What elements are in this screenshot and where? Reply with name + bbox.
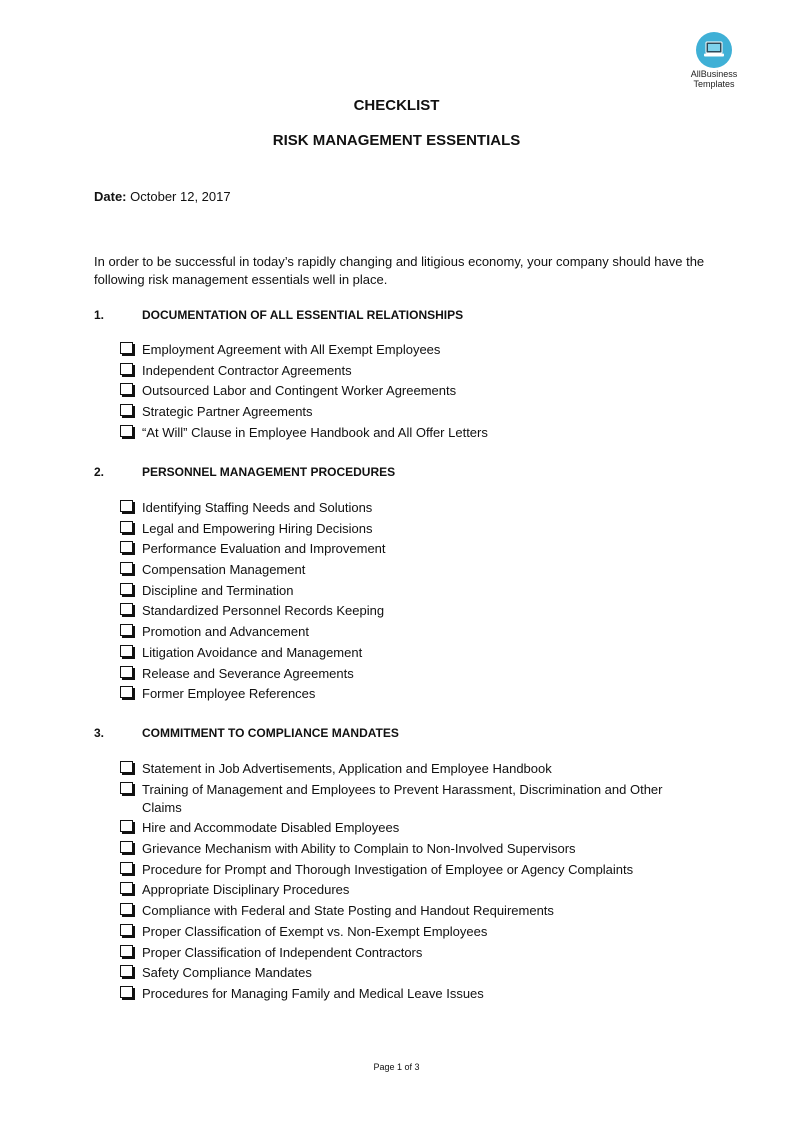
intro-paragraph: In order to be successful in today’s rapidly changing and litigious economy, your company should have the following risk management essentials well in place.	[94, 254, 705, 287]
checkbox-icon[interactable]	[120, 645, 133, 657]
section-heading	[94, 308, 463, 322]
checkbox-icon[interactable]	[120, 500, 133, 512]
checklist-item-label: Compliance with Federal and State Posting and Handout Requirements	[142, 903, 554, 919]
checklist-item[interactable]	[119, 944, 699, 962]
checkbox-icon[interactable]	[120, 404, 133, 416]
checklist-item-label: Grievance Mechanism with Ability to Complain to Non-Involved Supervisors	[142, 841, 576, 857]
checklist-item-label: Litigation Avoidance and Management	[142, 644, 363, 660]
date-value: October 12, 2017	[130, 189, 231, 204]
checklist-item[interactable]	[119, 985, 699, 1003]
checklist-section-2	[119, 499, 699, 706]
checklist-item-label: Training of Management and Employees to Prevent Harassment, Discrimination and Other Claims	[142, 781, 663, 815]
checkbox-icon[interactable]	[120, 603, 133, 615]
checklist-item[interactable]	[119, 382, 699, 400]
checkbox-icon[interactable]	[120, 383, 133, 395]
page-number: Page 1 of 3	[373, 1062, 420, 1072]
checklist-item[interactable]	[119, 923, 699, 941]
checklist-item-label: Standardized Personnel Records Keeping	[142, 603, 385, 619]
section-number: 3.	[94, 726, 105, 740]
checklist-item-label: Employment Agreement with All Exempt Employees	[142, 342, 441, 357]
checkbox-icon[interactable]	[120, 820, 133, 832]
section-number: 2.	[94, 465, 105, 479]
checkbox-icon[interactable]	[120, 903, 133, 915]
checklist-item-label: Strategic Partner Agreements	[142, 404, 313, 420]
date-line	[94, 189, 231, 204]
logo-line-1: AllBusiness	[690, 69, 738, 79]
checkbox-icon[interactable]	[120, 666, 133, 678]
checklist-item[interactable]	[119, 902, 699, 920]
checkbox-icon[interactable]	[120, 965, 133, 977]
section-title: COMMITMENT TO COMPLIANCE MANDATES	[142, 726, 399, 740]
checklist-item[interactable]	[119, 819, 699, 837]
checklist-item-label: Statement in Job Advertisements, Application and Employee Handbook	[142, 761, 552, 776]
checklist-item[interactable]	[119, 760, 699, 778]
checkbox-icon[interactable]	[120, 541, 133, 553]
checkbox-icon[interactable]	[120, 862, 133, 874]
checklist-item-label: Promotion and Advancement	[142, 624, 309, 640]
section-title: PERSONNEL MANAGEMENT PROCEDURES	[142, 465, 396, 479]
section-title: DOCUMENTATION OF ALL ESSENTIAL RELATIONSHIPS	[142, 308, 464, 322]
checkbox-icon[interactable]	[120, 562, 133, 574]
checklist-item-label: Safety Compliance Mandates	[142, 965, 312, 981]
checklist-item[interactable]	[119, 665, 699, 683]
checklist-item[interactable]	[119, 964, 699, 982]
checklist-item[interactable]	[119, 362, 699, 380]
checkbox-icon[interactable]	[120, 882, 133, 894]
checklist-item-label: Procedures for Managing Family and Medical Leave Issues	[142, 985, 484, 1001]
section-number: 1.	[94, 308, 105, 322]
checklist-item-label: Discipline and Termination	[142, 582, 294, 598]
checklist-item[interactable]	[119, 582, 699, 600]
checklist-item-label: Independent Contractor Agreements	[142, 362, 352, 378]
allbusiness-logo	[684, 32, 744, 89]
checklist-item-label: Compensation Management	[142, 562, 306, 578]
checkbox-icon[interactable]	[120, 583, 133, 595]
checklist-item[interactable]	[119, 861, 699, 879]
checklist-section-3	[119, 760, 699, 1006]
checkbox-icon[interactable]	[120, 624, 133, 636]
checklist-section-1	[119, 341, 699, 444]
section-heading	[94, 726, 399, 740]
checkbox-icon[interactable]	[120, 945, 133, 957]
checklist-item[interactable]	[119, 403, 699, 421]
checkbox-icon[interactable]	[120, 686, 133, 698]
checklist-item[interactable]	[119, 685, 699, 703]
checklist-item[interactable]	[119, 781, 699, 817]
checklist-item-label: Identifying Staffing Needs and Solutions	[142, 500, 373, 515]
checkbox-icon[interactable]	[120, 425, 133, 437]
checklist-item[interactable]	[119, 561, 699, 579]
checkbox-icon[interactable]	[120, 986, 133, 998]
section-heading	[94, 465, 395, 479]
checkbox-icon[interactable]	[120, 521, 133, 533]
document-title: CHECKLIST	[353, 97, 440, 114]
checkbox-icon[interactable]	[120, 761, 133, 773]
checklist-item[interactable]	[119, 424, 699, 442]
checkbox-icon[interactable]	[120, 342, 133, 354]
checklist-item[interactable]	[119, 881, 699, 899]
checklist-item-label: Legal and Empowering Hiring Decisions	[142, 520, 373, 536]
checklist-item[interactable]	[119, 602, 699, 620]
logo-line-2: Templates	[693, 79, 735, 89]
checklist-item[interactable]	[119, 341, 699, 359]
checklist-item-label: Appropriate Disciplinary Procedures	[142, 882, 350, 898]
checklist-item[interactable]	[119, 499, 699, 517]
date-label: Date:	[94, 189, 127, 204]
checklist-item[interactable]	[119, 540, 699, 558]
checkbox-icon[interactable]	[120, 841, 133, 853]
checklist-item[interactable]	[119, 520, 699, 538]
checklist-item-label: Proper Classification of Independent Contractors	[142, 944, 423, 960]
checkbox-icon[interactable]	[120, 924, 133, 936]
checklist-item-label: Release and Severance Agreements	[142, 665, 354, 681]
document-subtitle: RISK MANAGEMENT ESSENTIALS	[272, 132, 521, 149]
laptop-icon	[696, 32, 732, 68]
checklist-item[interactable]	[119, 644, 699, 662]
checkbox-icon[interactable]	[120, 782, 133, 794]
checklist-item-label: Proper Classification of Exempt vs. Non-Exempt Employees	[142, 923, 488, 939]
checklist-item[interactable]	[119, 840, 699, 858]
checklist-item-label: Procedure for Prompt and Thorough Investigation of Employee or Agency Complaints	[142, 861, 634, 877]
checklist-item-label: Outsourced Labor and Contingent Worker Agreements	[142, 383, 457, 399]
checkbox-icon[interactable]	[120, 363, 133, 375]
checklist-item-label: Former Employee References	[142, 686, 316, 702]
checklist-item-label: Hire and Accommodate Disabled Employees	[142, 820, 400, 836]
checklist-item-label: Performance Evaluation and Improvement	[142, 541, 386, 557]
checklist-item-label: “At Will” Clause in Employee Handbook and All Offer Letters	[142, 424, 488, 440]
checklist-item[interactable]	[119, 623, 699, 641]
